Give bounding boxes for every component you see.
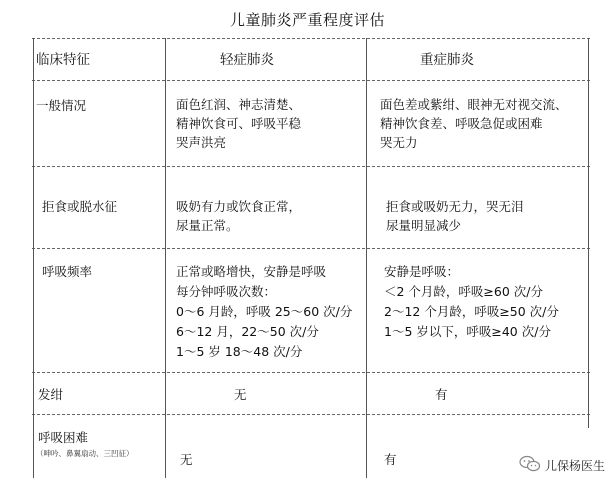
row-general-mild: 面色红润、神志清楚、 精神饮食可、呼吸平稳 哭声洪亮 — [176, 97, 302, 150]
row-general-severe: 面色差或紫绀、眼神无对视交流、 精神饮食差、呼吸急促或困难 哭无力 — [380, 97, 568, 150]
row-dyspnea-feature: 呼吸困难 — [38, 430, 89, 445]
row-dehydration-feature: 拒食或脱水征 — [42, 199, 118, 214]
header-feature: 临床特征 — [36, 52, 90, 68]
row2-bottom-rule — [32, 248, 590, 249]
page-title: 儿童肺炎严重程度评估 — [229, 11, 385, 29]
header-severe: 重症肺炎 — [420, 52, 474, 68]
col-separator-middle — [165, 38, 166, 478]
row-general-feature: 一般情况 — [36, 98, 87, 113]
wechat-icon — [519, 455, 545, 476]
row-cyanosis-severe: 有 — [435, 387, 448, 402]
row-resp-rate-feature: 呼吸频率 — [42, 264, 93, 279]
row-dehydration-mild: 吸奶有力或饮食正常， 尿量正常。 — [176, 199, 302, 233]
header-bottom-rule — [32, 80, 590, 81]
row-resp-rate-mild: 正常或略增快，安静是呼吸 每分钟呼吸次数： 0～6 月龄，呼吸 25～60 次/分 6～12 月，22～50 次/分 1～5 岁 18～48 次/分 — [176, 264, 353, 359]
col-separator-far-right — [588, 38, 589, 428]
table-top-rule — [32, 38, 590, 39]
row-dyspnea-note: （呻吟、鼻翼扇动、三凹征） — [36, 449, 134, 458]
watermark-text: 儿保杨医生 — [544, 459, 605, 473]
col-separator-left — [33, 38, 34, 478]
row-cyanosis-feature: 发绀 — [38, 387, 64, 402]
row-dyspnea-severe: 有 — [384, 452, 397, 467]
row-resp-rate-severe: 安静是呼吸： ＜2 个月龄，呼吸≥60 次/分 2～12 个月龄，呼吸≥50 次/分 1～5 岁以下，呼吸≥40 次/分 — [384, 264, 559, 339]
row1-bottom-rule — [32, 166, 590, 167]
header-mild: 轻症肺炎 — [220, 52, 274, 68]
row4-bottom-rule — [32, 414, 590, 415]
row-cyanosis-mild: 无 — [234, 387, 247, 402]
row3-bottom-rule — [32, 372, 590, 373]
watermark — [519, 455, 605, 476]
col-separator-right — [366, 38, 367, 478]
row-dehydration-severe: 拒食或吸奶无力，哭无泪 尿量明显减少 — [386, 199, 524, 233]
row-dyspnea-mild: 无 — [180, 452, 193, 467]
